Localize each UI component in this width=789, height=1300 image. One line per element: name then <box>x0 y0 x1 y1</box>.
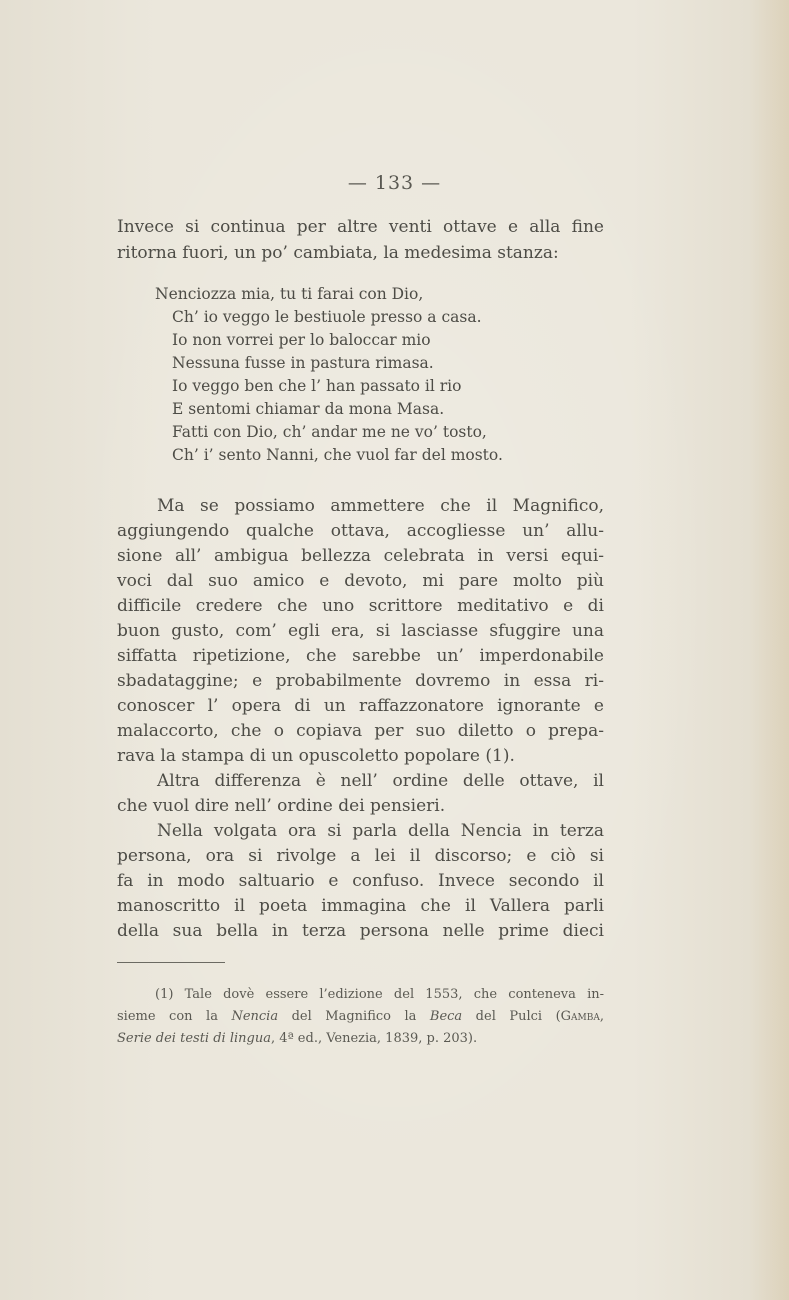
text-line: Invece si continua per altre venti ottave e alla fine <box>117 217 604 237</box>
footnote-line <box>117 1028 604 1050</box>
text-line: ritorna fuori, un po’ cambiata, la medesima stanza: <box>117 243 559 263</box>
footnote-line: (1) Tale dovè essere l’edizione del 1553, che conteneva in- <box>155 987 604 1002</box>
text-line: voci dal suo amico e devoto, mi pare molto più <box>117 571 604 591</box>
text-line: della sua bella in terza persona nelle prime dieci <box>117 921 604 941</box>
poem-verse: Fatti con Dio, ch’ andar me ne vo’ tosto, <box>172 423 487 441</box>
footnote-author: Gamba <box>560 1009 600 1024</box>
poem-verse: Io non vorrei per lo baloccar mio <box>172 331 431 349</box>
text-line: sbadataggine; e probabilmente dovremo in essa ri- <box>117 671 604 691</box>
text-line: sione all’ ambigua bellezza celebrata in versi equi- <box>117 546 604 566</box>
poem-verse: Nessuna fusse in pastura rimasa. <box>172 354 434 372</box>
poem-verse: Ch’ io veggo le bestiuole presso a casa. <box>172 308 482 326</box>
footnote <box>117 984 604 1050</box>
text-line: Altra differenza è nell’ ordine delle ottave, il <box>157 771 604 791</box>
text-line: rava la stampa di un opuscoletto popolare (1). <box>117 746 515 766</box>
footnote-text: sieme con la <box>117 1009 232 1024</box>
footnote-text: , 4ª ed., Venezia, 1839, p. 203). <box>270 1031 478 1046</box>
text-line: malaccorto, che o copiava per suo diletto o prepa- <box>117 721 604 741</box>
text-line: Ma se possiamo ammettere che il Magnifico, <box>157 496 604 516</box>
footnote-italic-title: Nencia <box>231 1009 279 1024</box>
text-line: aggiungendo qualche ottava, accogliesse un’ allu- <box>117 521 604 541</box>
footnote-text: , <box>599 1009 605 1024</box>
footnote-italic-title: Serie dei testi di lingua <box>117 1031 271 1046</box>
footnote-italic-title: Beca <box>429 1009 463 1024</box>
text-line: difficile credere che uno scrittore meditativo e di <box>117 596 604 616</box>
footnote-text: del Pulci ( <box>462 1009 561 1024</box>
footnote-line <box>117 1006 604 1028</box>
text-line: persona, ora si rivolge a lei il discorso; e ciò si <box>117 846 604 866</box>
text-line: siffatta ripetizione, che sarebbe un’ imperdonabile <box>117 646 604 666</box>
paper-edge-stain <box>749 0 789 1300</box>
text-line: che vuol dire nell’ ordine dei pensieri. <box>117 796 446 816</box>
poem-verse: Io veggo ben che l’ han passato il rio <box>172 377 462 395</box>
poem-verse: Ch’ i’ sento Nanni, che vuol far del mosto. <box>172 446 503 464</box>
footnote-separator <box>117 962 225 963</box>
text-line: manoscritto il poeta immagina che il Vallera parli <box>117 896 604 916</box>
page-number: — 133 — <box>347 172 442 194</box>
text-line: buon gusto, com’ egli era, si lasciasse sfuggire una <box>117 621 604 641</box>
text-line: conoscer l’ opera di un raffazzonatore ignorante e <box>117 696 604 716</box>
footnote-text: del Magnifico la <box>278 1009 430 1024</box>
poem-verse: Nenciozza mia, tu ti farai con Dio, <box>155 285 424 303</box>
text-line: fa in modo saltuario e confuso. Invece secondo il <box>117 871 604 891</box>
poem-verse: E sentomi chiamar da mona Masa. <box>172 400 445 418</box>
intro-paragraph <box>117 214 604 266</box>
poem-stanza <box>155 283 503 467</box>
text-line: Nella volgata ora si parla della Nencia in terza <box>157 821 604 841</box>
body-text <box>117 494 604 944</box>
